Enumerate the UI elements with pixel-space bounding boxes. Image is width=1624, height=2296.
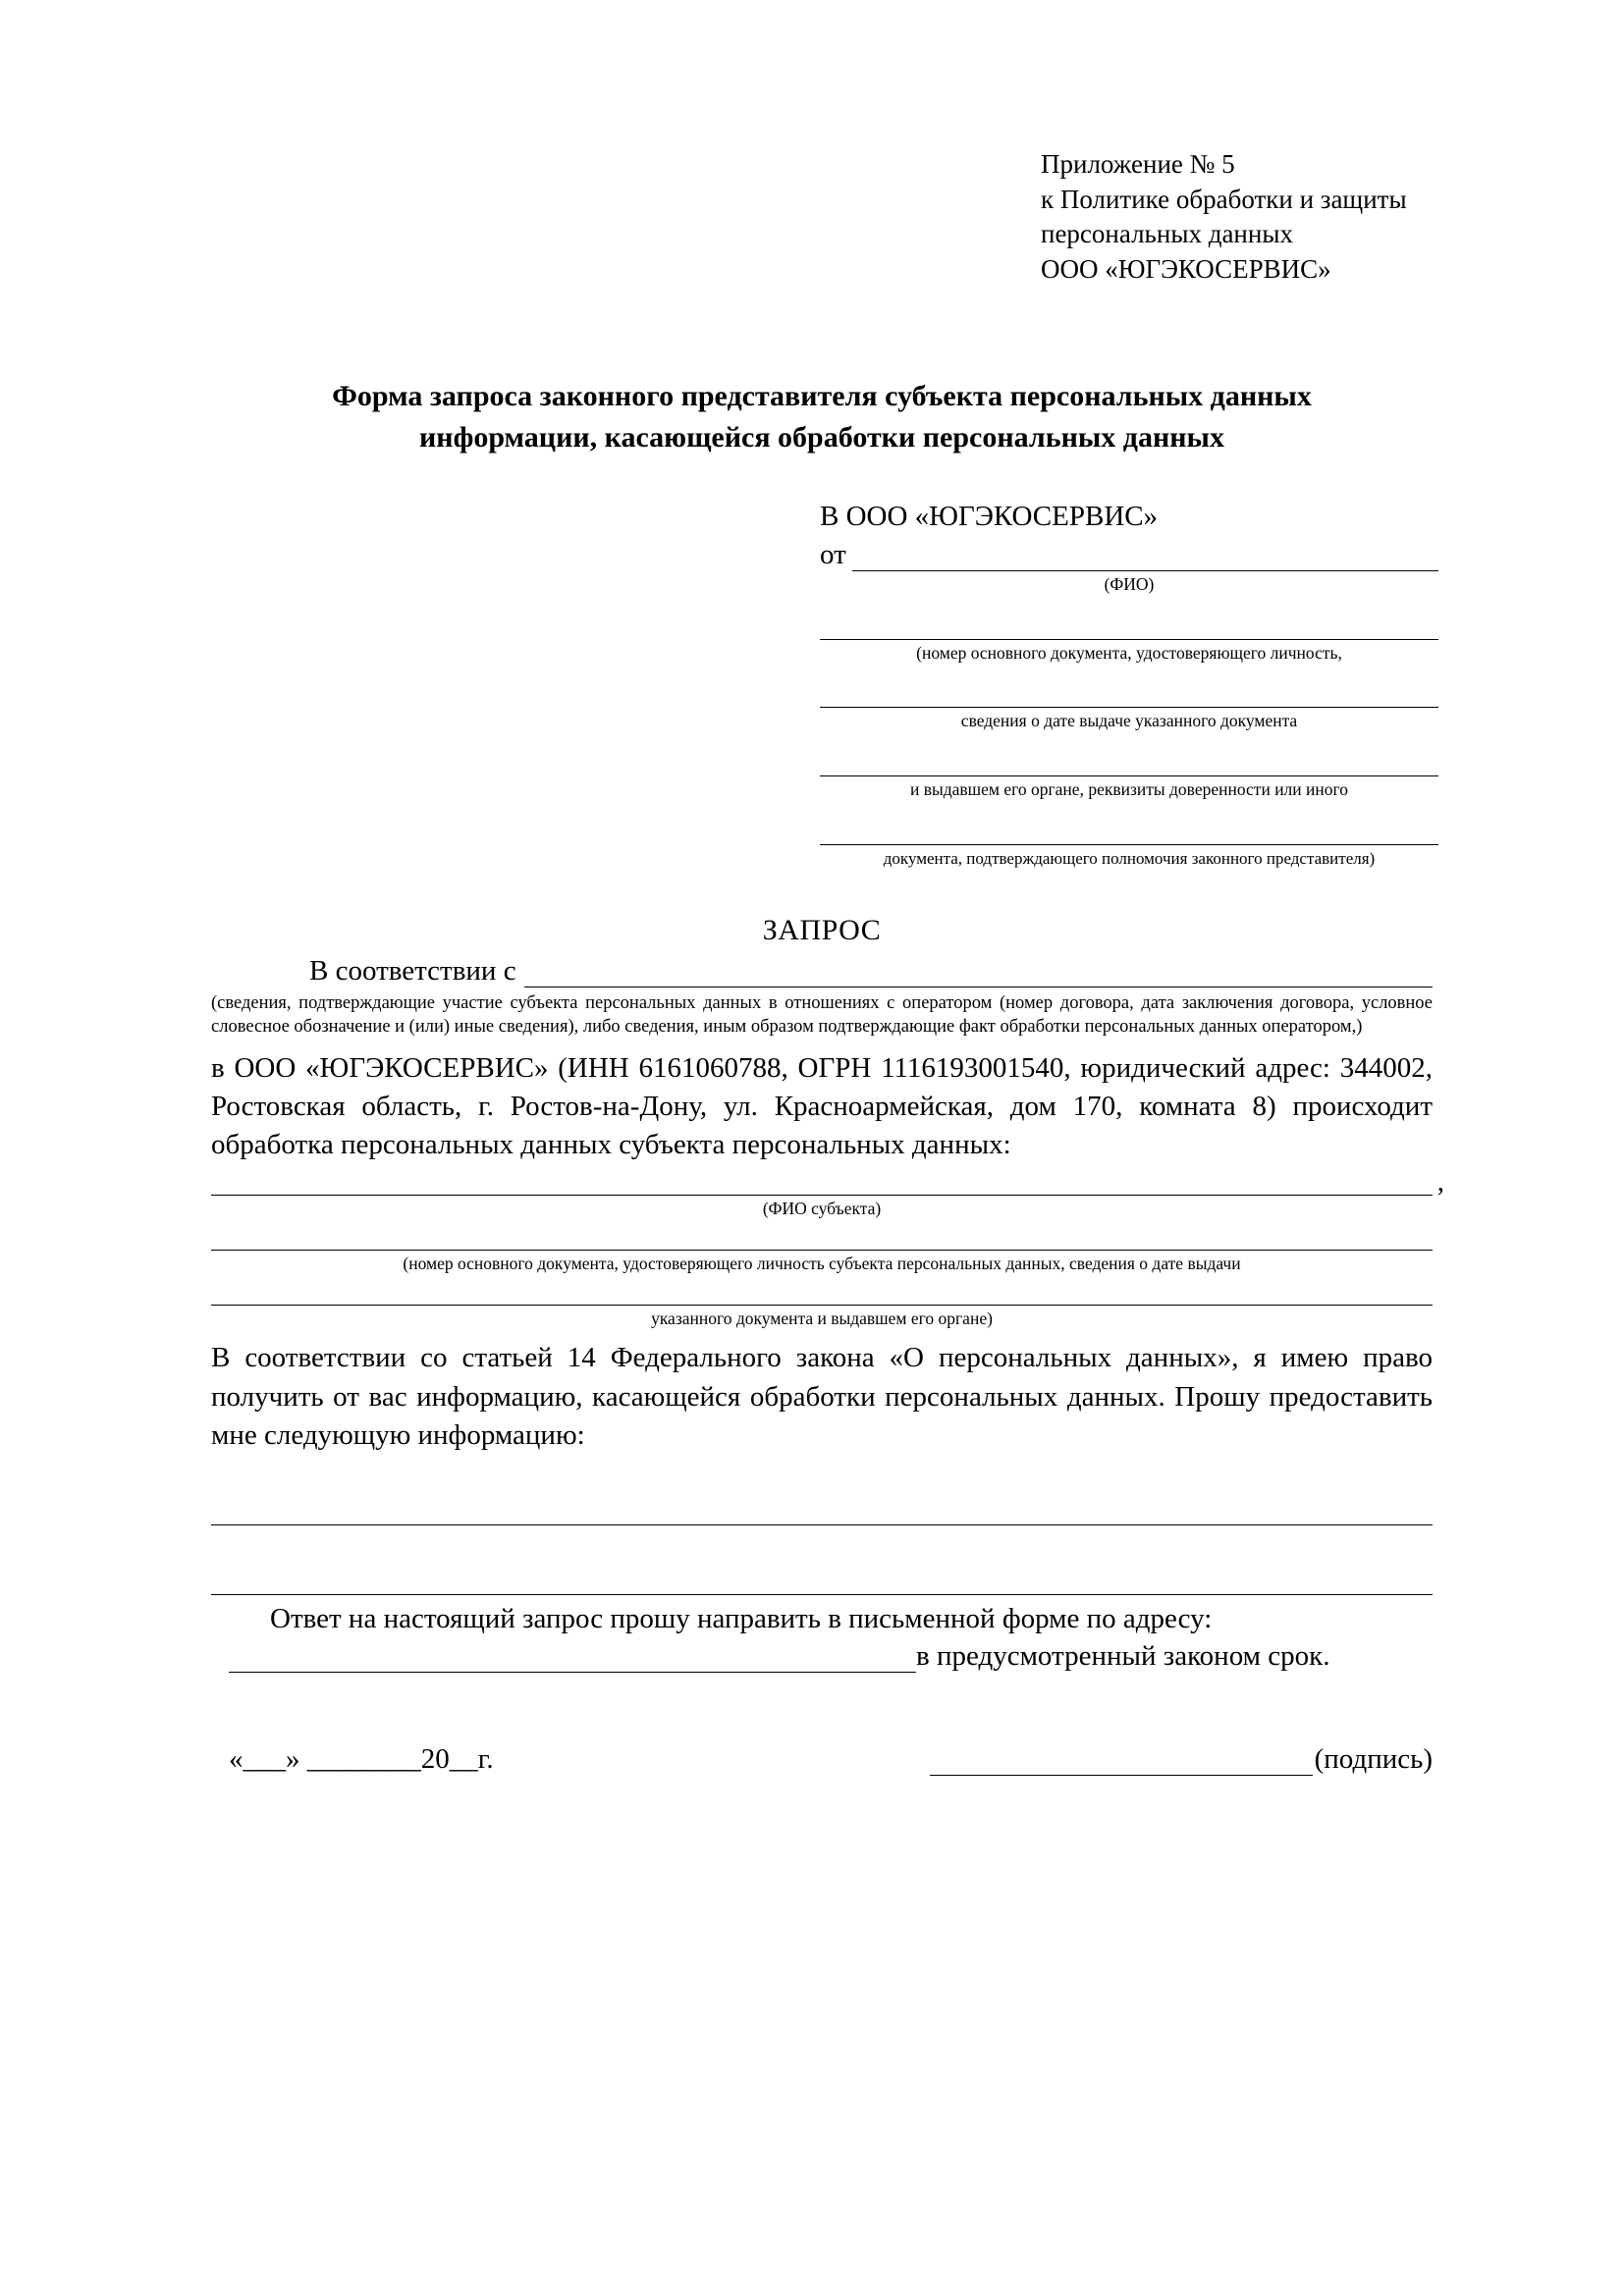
law-paragraph: В соответствии со статьей 14 Федерального закона «О персональных данных», я имею право получить от вас информацию, касающейся обработки персональных данных. Прошу предоставить мне следующую информацию: <box>211 1342 1433 1452</box>
header-line-3: персональных данных <box>1041 219 1293 249</box>
doc-organ-field[interactable] <box>820 748 1438 776</box>
caption-doc-organ: и выдавшем его органе, реквизиты доверенности или иного <box>909 779 1349 800</box>
addressee-organization: В ООО «ЮГЭКОСЕРВИС» <box>820 500 1159 532</box>
caption-doc-number: (номер основного документа, удостоверяющего личность, <box>916 642 1342 663</box>
answer-address-field[interactable] <box>229 1642 916 1673</box>
date-field[interactable]: «___» ________20__г. <box>229 1743 494 1776</box>
page-title-line-1: Форма запроса законного представителя субъекта персональных данных <box>332 379 1312 412</box>
answer-tail: в предусмотренный законом срок. <box>916 1640 1330 1673</box>
info-spacer <box>211 1456 1433 1495</box>
signature-label: (подпись) <box>1314 1743 1433 1776</box>
from-fio-field[interactable] <box>852 545 1438 571</box>
caption-subject-fio: (ФИО субъекта) <box>762 1198 882 1218</box>
from-label: от <box>820 538 846 570</box>
doc-date-field[interactable] <box>820 679 1438 708</box>
caption-fio: (ФИО) <box>1104 573 1155 594</box>
signature-block <box>930 1743 1433 1776</box>
caption-subject-doc: (номер основного документа, удостоверяющего личность субъекта персональных данных, сведения о дате выдачи <box>403 1253 1241 1273</box>
header-line-4: ООО «ЮГЭКОСЕРВИС» <box>1041 253 1331 284</box>
doc-number-field[interactable] <box>820 612 1438 640</box>
signature-row <box>211 1743 1433 1776</box>
organization-paragraph: в ООО «ЮГЭКОСЕРВИС» (ИНН 6161060788, ОГРН 1116193001540, юридический адрес: 344002, Ростовская область, г. Ростов-на-Дону, ул. Красноармейская, дом 170, комната 8) происходит обработка персональных данных субъекта персональных данных: <box>211 1051 1433 1161</box>
basis-field[interactable] <box>524 961 1433 988</box>
basis-row <box>211 955 1433 988</box>
subject-fio-field[interactable] <box>211 1165 1433 1196</box>
subject-doc-field[interactable] <box>211 1220 1433 1251</box>
answer-address-row <box>211 1640 1433 1673</box>
caption-doc-date: сведения о дате выдаче указанного документа <box>960 711 1298 731</box>
signature-field[interactable] <box>930 1753 1313 1776</box>
caption-doc-power: документа, подтверждающего полномочия законного представителя) <box>883 849 1376 869</box>
from-row <box>820 539 1438 571</box>
page-title <box>211 376 1433 459</box>
info-spacer-2 <box>211 1525 1433 1565</box>
request-heading: ЗАПРОС <box>762 914 882 947</box>
basis-label: В соответствии с <box>309 955 516 988</box>
caption-subject-doc-organ: указанного документа и выдавшем его органе) <box>651 1308 993 1328</box>
subject-doc-organ-field[interactable] <box>211 1275 1433 1306</box>
page-title-line-2: информации, касающейся обработки персональных данных <box>419 421 1224 454</box>
answer-paragraph: Ответ на настоящий запрос прошу направить в письменной форме по адресу: <box>270 1602 1213 1634</box>
doc-power-field[interactable] <box>820 817 1438 845</box>
info-field-line-1[interactable] <box>211 1495 1433 1525</box>
info-field-line-2[interactable] <box>211 1565 1433 1595</box>
basis-note: (сведения, подтверждающие участие субъекта персональных данных в отношениях с оператором (номер договора, дата заключения договора, условное словесное обозначение и (или) иные сведения), либо сведения, иным образом подтверждающие факт обработки персональных данных оператором,) <box>211 993 1433 1038</box>
header-line-1: Приложение № 5 <box>1041 149 1235 179</box>
header-line-2: к Политике обработки и защиты <box>1041 184 1407 214</box>
header-annex-block <box>1041 147 1433 288</box>
addressee-block <box>820 501 1438 870</box>
